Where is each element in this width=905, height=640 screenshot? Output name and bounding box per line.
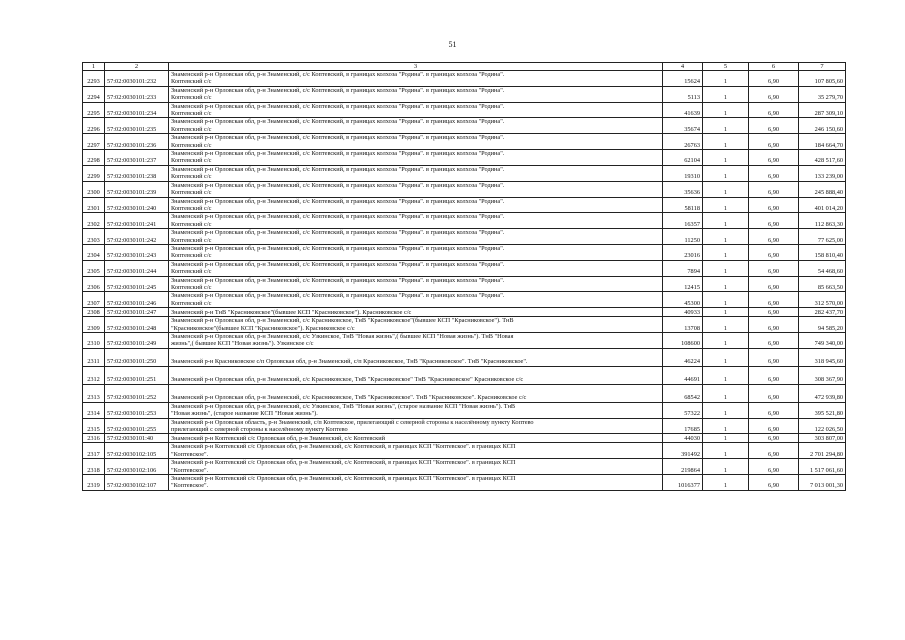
address-line: жизнь",( бывшее КСП "Новая жизнь"). Узкинское с/с [171,340,314,348]
total-value: 107 805,60 [799,71,846,87]
row-number: 2312 [83,366,105,384]
cadastral-number: 57:02:0030101:232 [105,71,169,87]
table-row [83,165,846,181]
address-cell [169,134,663,150]
address-line: Коптевский с/с [171,189,212,197]
quantity-value: 1 [703,197,749,213]
table-row [83,276,846,292]
cadastral-number: 57:02:0030101:243 [105,244,169,260]
rate-value: 6,90 [749,333,799,349]
quantity-value: 1 [703,348,749,366]
quantity-value: 1 [703,434,749,443]
area-value: 35636 [663,181,703,197]
rate-value: 6,90 [749,102,799,118]
quantity-value: 1 [703,366,749,384]
address-cell [169,443,663,459]
quantity-value: 1 [703,229,749,245]
row-number: 2316 [83,434,105,443]
address-line: "Коптевское". [171,450,209,458]
address-line: Коптевский с/с [171,220,212,228]
row-number: 2308 [83,308,105,317]
quantity-value: 1 [703,276,749,292]
quantity-value: 1 [703,260,749,276]
area-value: 41639 [663,102,703,118]
area-value: 44691 [663,366,703,384]
address-line: Коптевский с/с [171,283,212,291]
address-cell [169,150,663,166]
column-header: 7 [799,63,846,71]
page-number: 51 [448,40,457,49]
row-number: 2315 [83,418,105,434]
address-line: Знаменский р-н Орловская обл, р-н Знаменский, с/с Коптевский, в границах колхоза "Родина". в границах колхоза "Родина". [171,134,505,142]
cadastral-number: 57:02:0030101:239 [105,181,169,197]
quantity-value: 1 [703,165,749,181]
quantity-value: 1 [703,86,749,102]
address-cell [169,71,663,87]
area-value: 108600 [663,333,703,349]
total-value: 7 013 001,30 [799,475,846,491]
area-value: 15624 [663,71,703,87]
table-row [83,213,846,229]
quantity-value: 1 [703,150,749,166]
table-row [83,459,846,475]
area-value: 23016 [663,244,703,260]
row-number: 2307 [83,292,105,308]
address-line: Коптевский с/с [171,268,212,276]
address-line: Знаменский р-н Орловская обл, р-н Знаменский, с/с Коптевский, в границах колхоза "Родина". в границах колхоза "Родина". [171,86,505,94]
address-cell [169,181,663,197]
quantity-value: 1 [703,333,749,349]
area-value: 58118 [663,197,703,213]
address-line: Знаменский р-н Орловская обл, р-н Знаменский, с/с Коптевский, в границах колхоза "Родина". в границах колхоза "Родина". [171,118,505,126]
cadastral-number: 57:02:0030101:235 [105,118,169,134]
address-cell [169,213,663,229]
quantity-value: 1 [703,134,749,150]
address-cell [169,366,663,384]
address-cell [169,384,663,402]
table-row [83,475,846,491]
area-value: 7894 [663,260,703,276]
cadastral-number: 57:02:0030101:250 [105,348,169,366]
rate-value: 6,90 [749,459,799,475]
address-line: прилегающий с северной стороны к населённому пункту Коптево [171,426,348,434]
address-line: Знаменский р-н Красниковское с/п Орловская обл, р-н Знаменский, с/п Красниковское, ТнВ "Красниковское". ТнВ "Красниковское". [171,358,528,366]
cadastral-number: 57:02:0030101:240 [105,197,169,213]
address-cell [169,418,663,434]
address-cell [169,333,663,349]
address-line: "Коптевское". [171,466,209,474]
address-cell [169,402,663,418]
address-cell [169,348,663,366]
area-value: 40933 [663,308,703,317]
address-line: Знаменский р-н Орловская обл, р-н Знаменский, с/с Коптевский, в границах колхоза "Родина". в границах колхоза "Родина". [171,165,505,173]
total-value: 428 517,60 [799,150,846,166]
quantity-value: 1 [703,292,749,308]
table-row [83,308,846,317]
cadastral-number: 57:02:0030101:245 [105,276,169,292]
total-value: 401 014,20 [799,197,846,213]
address-cell [169,308,663,317]
table-row [83,443,846,459]
total-value: 303 807,00 [799,434,846,443]
total-value: 246 150,60 [799,118,846,134]
header-row [83,63,846,71]
quantity-value: 1 [703,459,749,475]
rate-value: 6,90 [749,418,799,434]
area-value: 391492 [663,443,703,459]
total-value: 1 517 061,60 [799,459,846,475]
table-row [83,150,846,166]
row-number: 2306 [83,276,105,292]
address-line: Знаменский р-н Орловская обл, р-н Знаменский, с/с Коптевский, в границах колхоза "Родина". в границах колхоза "Родина". [171,213,505,221]
rate-value: 6,90 [749,348,799,366]
total-value: 749 340,00 [799,333,846,349]
row-number: 2294 [83,86,105,102]
cadastral-number: 57:02:0030102:107 [105,475,169,491]
row-number: 2309 [83,317,105,333]
rate-value: 6,90 [749,443,799,459]
address-line: Знаменский р-н Орловская обл, р-н Знаменский, с/с Коптевский, в границах колхоза "Родина". в границах колхоза "Родина". [171,71,505,78]
address-cell [169,434,663,443]
address-line: Знаменский р-н Орловская обл, р-н Знаменский, с/с Коптевский, в границах колхоза "Родина". в границах колхоза "Родина". [171,150,505,158]
area-value: 62104 [663,150,703,166]
area-value: 46224 [663,348,703,366]
cadastral-number: 57:02:0030101:253 [105,402,169,418]
row-number: 2314 [83,402,105,418]
quantity-value: 1 [703,402,749,418]
total-value: 312 570,00 [799,292,846,308]
cadastral-number: 57:02:0030101:233 [105,86,169,102]
table-row [83,418,846,434]
column-header: 3 [169,63,663,71]
row-number: 2297 [83,134,105,150]
address-cell [169,459,663,475]
area-value: 19310 [663,165,703,181]
table-row [83,260,846,276]
table-row [83,102,846,118]
cadastral-number: 57:02:0030101:248 [105,317,169,333]
address-line: Коптевский с/с [171,299,212,307]
area-value: 11250 [663,229,703,245]
cadastral-number: 57:02:0030101:251 [105,366,169,384]
table-row [83,181,846,197]
row-number: 2301 [83,197,105,213]
table-row [83,86,846,102]
rate-value: 6,90 [749,475,799,491]
row-number: 2302 [83,213,105,229]
cadastral-number: 57:02:0030101:247 [105,308,169,317]
address-line: Коптевский с/с [171,125,212,133]
total-value: 2 701 294,80 [799,443,846,459]
cadastral-number: 57:02:0030101:244 [105,260,169,276]
row-number: 2311 [83,348,105,366]
area-value: 1016377 [663,475,703,491]
total-value: 472 939,80 [799,384,846,402]
address-line: Коптевский с/с [171,173,212,181]
address-line: "Коптевское". [171,482,209,490]
row-number: 2295 [83,102,105,118]
address-line: Коптевский с/с [171,157,212,165]
table-row [83,434,846,443]
total-value: 94 585,20 [799,317,846,333]
quantity-value: 1 [703,317,749,333]
rate-value: 6,90 [749,434,799,443]
rate-value: 6,90 [749,308,799,317]
total-value: 158 810,40 [799,244,846,260]
rate-value: 6,90 [749,150,799,166]
row-number: 2304 [83,244,105,260]
address-line: Коптевский с/с [171,204,212,212]
cadastral-number: 57:02:0030101:237 [105,150,169,166]
total-value: 395 521,80 [799,402,846,418]
address-line: Знаменский р-н Орловская обл, р-н Знаменский, с/с Коптевский, в границах колхоза "Родина". в границах колхоза "Родина". [171,197,505,205]
total-value: 184 664,70 [799,134,846,150]
row-number: 2300 [83,181,105,197]
total-value: 282 437,70 [799,308,846,317]
table-row [83,244,846,260]
quantity-value: 1 [703,71,749,87]
area-value: 68542 [663,384,703,402]
address-line: Знаменский р-н Орловская обл, р-н Знаменский, с/с Узкинское, ТнВ "Новая жизнь", (старое название КСП "Новая жизнь"). ТнВ [171,402,516,410]
address-line: "Красниковское"(бывшее КСП "Красниковское"). Красниковское с/с [171,324,355,332]
table-row [83,292,846,308]
total-value: 85 663,50 [799,276,846,292]
address-cell [169,292,663,308]
cadastral-number: 57:02:0030101:40 [105,434,169,443]
quantity-value: 1 [703,384,749,402]
address-line: Знаменский р-н Орловская обл, р-н Знаменский, с/с Коптевский, в границах колхоза "Родина". в границах колхоза "Родина". [171,102,505,110]
rate-value: 6,90 [749,292,799,308]
address-cell [169,260,663,276]
table-row [83,366,846,384]
area-value: 219864 [663,459,703,475]
quantity-value: 1 [703,181,749,197]
row-number: 2305 [83,260,105,276]
table-row [83,229,846,245]
address-line: Знаменский р-н Орловская обл, р-н Знаменский, с/с Коптевский, в границах колхоза "Родина". в границах колхоза "Родина". [171,181,505,189]
rate-value: 6,90 [749,134,799,150]
quantity-value: 1 [703,102,749,118]
address-line: Знаменский р-н Орловская область, р-н Знаменский, с/п Коптевское, прилегающий с северной стороны к населённому пункту Коптево [171,418,534,426]
row-number: 2313 [83,384,105,402]
rate-value: 6,90 [749,244,799,260]
cadastral-number: 57:02:0030102:105 [105,443,169,459]
address-line: Знаменский р-н Орловская обл, р-н Знаменский, с/с Коптевский, в границах колхоза "Родина". в границах колхоза "Родина". [171,276,505,284]
rate-value: 6,90 [749,197,799,213]
address-line: Коптевский с/с [171,94,212,102]
area-value: 26763 [663,134,703,150]
address-line: Знаменский р-н Орловская обл, р-н Знаменский, с/с Красниковское, ТнВ "Красниковское" ТнВ "Красниковское" Красниковское с/с [171,376,524,384]
address-cell [169,244,663,260]
rate-value: 6,90 [749,402,799,418]
total-value: 318 945,60 [799,348,846,366]
cadastral-number: 57:02:0030101:252 [105,384,169,402]
address-cell [169,118,663,134]
address-line: Знаменский р-н Орловская обл, р-н Знаменский, с/с Коптевский, в границах колхоза "Родина". в границах колхоза "Родина". [171,229,505,237]
address-line: Знаменский р-н Коптевский с/с Орловская обл, р-н Знаменский, с/с Коптевский, в границах КСП "Коптевское". в границах КСП [171,475,516,483]
total-value: 54 468,60 [799,260,846,276]
address-line: Знаменский р-н Орловская обл, р-н Знаменский, с/с Коптевский, в границах колхоза "Родина". в границах колхоза "Родина". [171,244,505,252]
address-line: Знаменский р-н Коптевский с/с Орловская обл, р-н Знаменский, с/с Коптевский, в границах КСП "Коптевское". в границах КСП [171,443,516,451]
column-header: 5 [703,63,749,71]
cadastral-number: 57:02:0030101:234 [105,102,169,118]
area-value: 13708 [663,317,703,333]
address-cell [169,86,663,102]
address-line: Знаменский р-н Орловская обл, р-н Знаменский, с/с Узкинское, ТнВ "Новая жизнь",( бывшее КСП "Новая жизнь"). ТнВ "Новая [171,333,514,340]
address-cell [169,317,663,333]
cadastral-number: 57:02:0030101:236 [105,134,169,150]
table-row [83,71,846,87]
table-row [83,402,846,418]
quantity-value: 1 [703,244,749,260]
cadastral-number: 57:02:0030101:249 [105,333,169,349]
rate-value: 6,90 [749,276,799,292]
row-number: 2293 [83,71,105,87]
address-line: Знаменский р-н Орловская обл, р-н Знаменский, с/с Красниковское, ТнВ "Красниковское". ТнВ "Красниковское". Красниковское с/с [171,394,527,402]
address-line: Знаменский р-н Орловская обл, р-н Знаменский, с/с Коптевский, в границах колхоза "Родина". в границах колхоза "Родина". [171,260,505,268]
table-row [83,134,846,150]
rate-value: 6,90 [749,384,799,402]
area-value: 57322 [663,402,703,418]
address-line: Коптевский с/с [171,252,212,260]
cadastral-number: 57:02:0030102:106 [105,459,169,475]
quantity-value: 1 [703,213,749,229]
address-cell [169,276,663,292]
cadastral-number: 57:02:0030101:246 [105,292,169,308]
address-line: Коптевский с/с [171,141,212,149]
cadastral-number: 57:02:0030101:242 [105,229,169,245]
quantity-value: 1 [703,475,749,491]
cadastral-number: 57:02:0030101:238 [105,165,169,181]
total-value: 112 863,30 [799,213,846,229]
address-line: Знаменский р-н Орловская обл, р-н Знаменский, с/с Коптевский, в границах колхоза "Родина". в границах колхоза "Родина". [171,292,505,300]
total-value: 122 026,50 [799,418,846,434]
address-line: Коптевский с/с [171,110,212,118]
rate-value: 6,90 [749,317,799,333]
row-number: 2298 [83,150,105,166]
row-number: 2299 [83,165,105,181]
row-number: 2319 [83,475,105,491]
area-value: 44030 [663,434,703,443]
quantity-value: 1 [703,443,749,459]
address-line: Знаменский р-н Коптевский с/с Орловская обл, р-н Знаменский, с/с Коптевский [171,435,385,443]
area-value: 17685 [663,418,703,434]
table-row [83,317,846,333]
table-row [83,348,846,366]
land-plots-table [82,62,846,491]
rate-value: 6,90 [749,118,799,134]
area-value: 35674 [663,118,703,134]
quantity-value: 1 [703,308,749,317]
table-row [83,197,846,213]
address-cell [169,229,663,245]
table-row [83,384,846,402]
address-line: Знаменский р-н Коптевский с/с Орловская обл, р-н Знаменский, с/с Коптевский, в границах КСП "Коптевское". в границах КСП [171,459,516,467]
column-header: 1 [83,63,105,71]
rate-value: 6,90 [749,229,799,245]
column-header: 4 [663,63,703,71]
area-value: 5113 [663,86,703,102]
rate-value: 6,90 [749,213,799,229]
row-number: 2303 [83,229,105,245]
address-cell [169,165,663,181]
row-number: 2318 [83,459,105,475]
table-row [83,118,846,134]
table-row [83,333,846,349]
quantity-value: 1 [703,118,749,134]
address-cell [169,102,663,118]
address-line: Знаменский р-н Орловская обл, р-н Знаменский, с/с Красниковское, ТнВ "Красниковское"(бывшее КСП "Красниковское"). ТнВ [171,317,514,325]
address-line: Коптевский с/с [171,236,212,244]
total-value: 287 309,10 [799,102,846,118]
address-line: Знаменский р-н ТнВ "Красниковское"(бывшее КСП "Красниковское"). Красниковское с/с [171,308,412,316]
area-value: 45300 [663,292,703,308]
column-header: 2 [105,63,169,71]
cadastral-number: 57:02:0030101:255 [105,418,169,434]
rate-value: 6,90 [749,165,799,181]
column-header: 6 [749,63,799,71]
row-number: 2310 [83,333,105,349]
total-value: 245 888,40 [799,181,846,197]
total-value: 77 625,00 [799,229,846,245]
rate-value: 6,90 [749,366,799,384]
address-cell [169,197,663,213]
rate-value: 6,90 [749,260,799,276]
address-line: Коптевский с/с [171,78,212,86]
address-cell [169,475,663,491]
rate-value: 6,90 [749,71,799,87]
rate-value: 6,90 [749,181,799,197]
area-value: 16357 [663,213,703,229]
total-value: 308 367,90 [799,366,846,384]
row-number: 2317 [83,443,105,459]
rate-value: 6,90 [749,86,799,102]
area-value: 12415 [663,276,703,292]
total-value: 35 279,70 [799,86,846,102]
quantity-value: 1 [703,418,749,434]
total-value: 133 239,00 [799,165,846,181]
row-number: 2296 [83,118,105,134]
address-line: "Новая жизнь", (старое название КСП "Новая жизнь"). [171,410,318,418]
cadastral-number: 57:02:0030101:241 [105,213,169,229]
